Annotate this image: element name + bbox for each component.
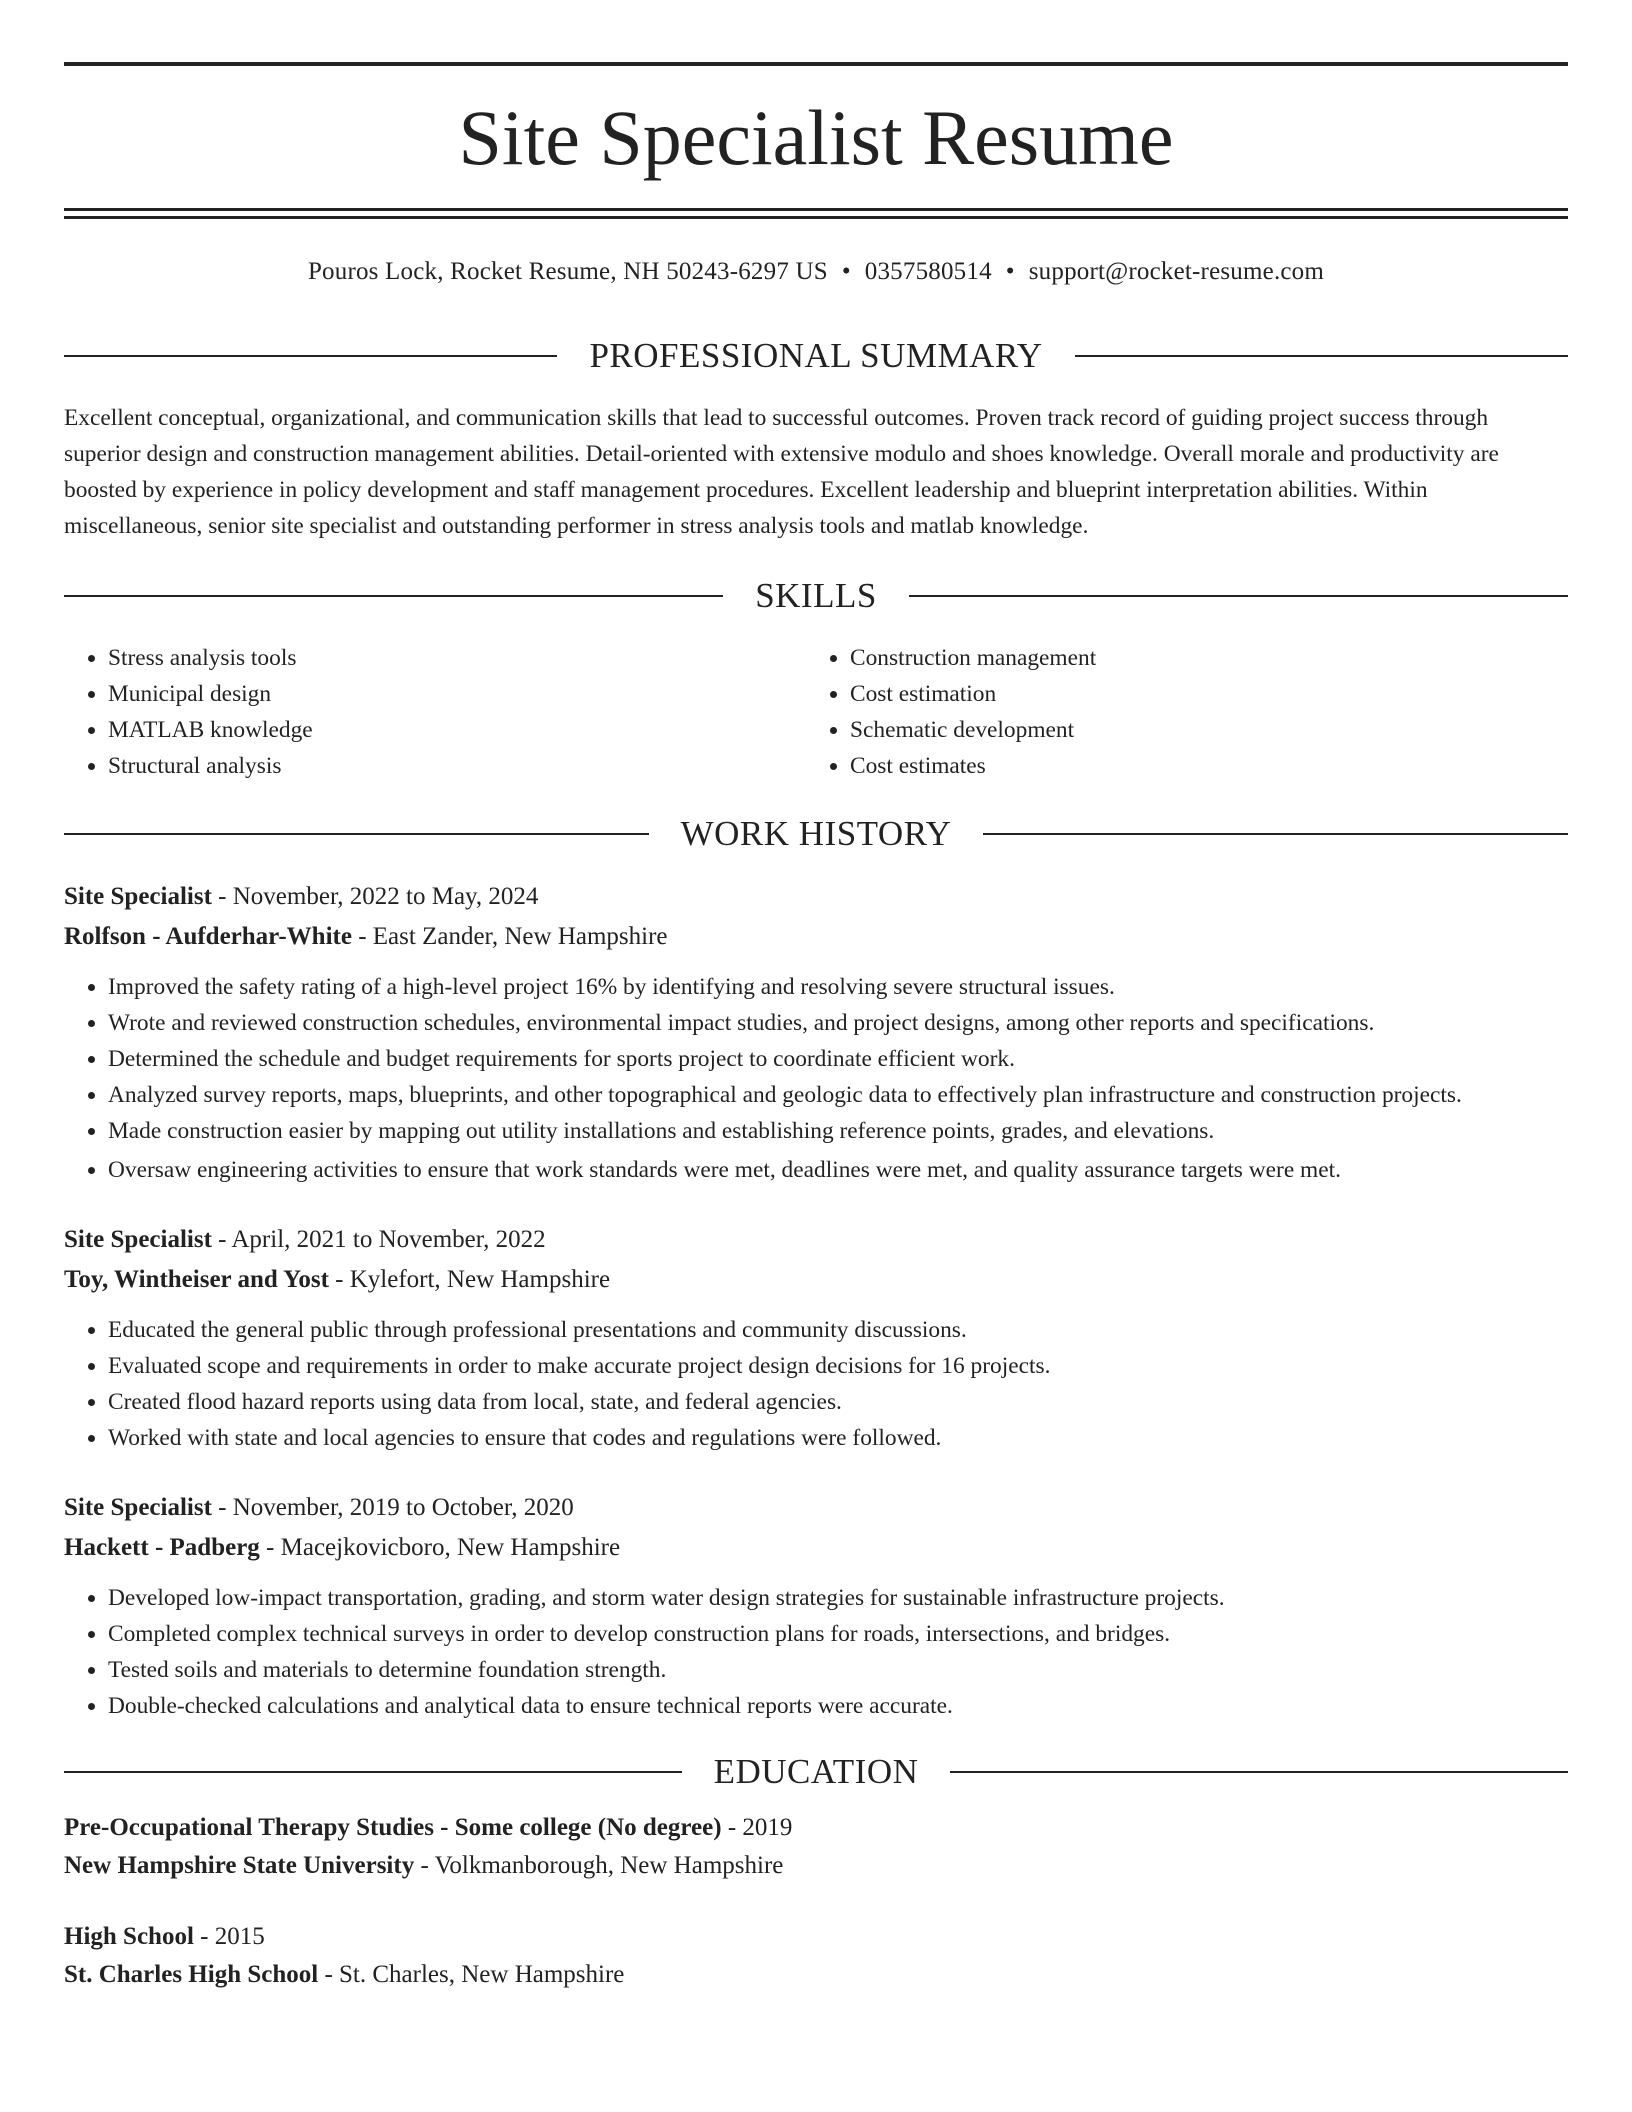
job-bullet: • Created flood hazard reports using data from local, state, and federal agencies. <box>108 1384 1568 1420</box>
education-degree: Pre-Occupational Therapy Studies - Some college (No degree) <box>64 1814 722 1841</box>
skill-item: • Cost estimates <box>850 748 1548 784</box>
page-title: Site Specialist Resume <box>458 94 1174 181</box>
contact-phone: 0357580514 <box>864 258 992 285</box>
education-school: St. Charles High School <box>64 1961 319 1988</box>
job-location: - Kylefort, New Hampshire <box>328 1266 611 1293</box>
job-bullet: • Determined the schedule and budget requirements for sports project to coordinate efficient work. <box>108 1041 1568 1077</box>
job-bullet: • Made construction easier by mapping out utility installations and establishing reference points, grades, and elevations. <box>108 1113 1568 1149</box>
job-title: Site Specialist <box>64 1226 212 1253</box>
job-location: - East Zander, New Hampshire <box>351 923 668 950</box>
skill-item: • MATLAB knowledge <box>108 712 806 748</box>
education-degree-line <box>64 1809 1568 1847</box>
job-company: Toy, Wintheiser and Yost <box>64 1266 329 1293</box>
job-bullet: • Developed low-impact transportation, grading, and storm water design strategies for sustainable infrastructure projects. <box>108 1580 1568 1616</box>
job-company-line <box>64 917 1568 957</box>
job-bullets <box>64 969 1568 1188</box>
skills-list <box>64 640 1568 784</box>
skill-item: • Stress analysis tools <box>108 640 806 676</box>
education-school: New Hampshire State University <box>64 1852 415 1879</box>
education-entry <box>64 1809 1568 1885</box>
education-year: - 2019 <box>721 1814 793 1841</box>
education-degree: High School <box>64 1923 194 1950</box>
skill-item: • Construction management <box>850 640 1548 676</box>
skill-item: • Structural analysis <box>108 748 806 784</box>
heading-rule-left <box>64 833 649 835</box>
heading-rule-right <box>909 595 1568 597</box>
heading-rule-right <box>950 1771 1568 1773</box>
work-heading <box>64 812 1568 856</box>
heading-rule-left <box>64 355 557 357</box>
education-school-line <box>64 1956 1568 1994</box>
job-bullet: • Completed complex technical surveys in order to develop construction plans for roads, intersections, and bridges. <box>108 1616 1568 1652</box>
job-bullet: • Double-checked calculations and analytical data to ensure technical reports were accurate. <box>108 1688 1568 1724</box>
skill-item: • Schematic development <box>850 712 1548 748</box>
summary-heading-label: PROFESSIONAL SUMMARY <box>589 336 1043 375</box>
job-location: - Macejkovicboro, New Hampshire <box>259 1534 621 1561</box>
work-heading-label: WORK HISTORY <box>680 814 952 853</box>
job-dates: - November, 2022 to May, 2024 <box>211 883 539 910</box>
job-bullet: • Analyzed survey reports, maps, blueprints, and other topographical and geologic data to effectively plan infrastructure and construction projects. <box>108 1077 1568 1113</box>
heading-rule-right <box>983 833 1568 835</box>
job-bullets <box>64 1312 1568 1456</box>
education-heading <box>64 1750 1568 1794</box>
skills-column-right <box>806 640 1548 784</box>
top-rule <box>64 62 1568 66</box>
summary-text: Excellent conceptual, organizational, and communication skills that lead to successful outcomes. Proven track record of guiding project success through superior design and construction management abilities. Detail-oriented with extensive modulo and shoes knowledge. Overall morale and productivity are boosted by experience in policy development and staff management procedures. Excellent leadership and blueprint interpretation abilities. Within miscellaneous, senior site specialist and outstanding performer in stress analysis tools and matlab knowledge. <box>64 405 1499 539</box>
skills-column-left <box>64 640 806 784</box>
job-bullet: • Oversaw engineering activities to ensure that work standards were met, deadlines were met, and quality assurance targets were met. <box>108 1152 1568 1188</box>
job-entry <box>64 1488 1568 1724</box>
summary-heading <box>64 334 1568 378</box>
contact-separator: • <box>1005 258 1015 285</box>
job-bullet: • Improved the safety rating of a high-level project 16% by identifying and resolving severe structural issues. <box>108 969 1568 1005</box>
title-rule-lower <box>64 216 1568 219</box>
education-location: - Volkmanborough, New Hampshire <box>414 1852 784 1879</box>
job-dates: - April, 2021 to November, 2022 <box>211 1226 546 1253</box>
contact-line <box>64 255 1568 289</box>
heading-rule-left <box>64 1771 682 1773</box>
education-school-line <box>64 1847 1568 1885</box>
education-degree-line <box>64 1918 1568 1956</box>
job-title: Site Specialist <box>64 1494 212 1521</box>
job-dates: - November, 2019 to October, 2020 <box>211 1494 574 1521</box>
skills-heading-label: SKILLS <box>755 576 877 615</box>
job-title-line <box>64 877 1568 917</box>
job-bullet: • Tested soils and materials to determine foundation strength. <box>108 1652 1568 1688</box>
heading-rule-left <box>64 595 723 597</box>
title-rule-upper <box>64 208 1568 211</box>
job-company: Rolfson - Aufderhar-White <box>64 923 352 950</box>
job-bullet: • Worked with state and local agencies to ensure that codes and regulations were followed. <box>108 1420 1568 1456</box>
skill-item: • Cost estimation <box>850 676 1548 712</box>
job-company: Hackett - Padberg <box>64 1534 260 1561</box>
skills-heading <box>64 574 1568 618</box>
skill-item: • Municipal design <box>108 676 806 712</box>
job-entry <box>64 1220 1568 1456</box>
education-heading-label: EDUCATION <box>713 1752 919 1791</box>
contact-address: Pouros Lock, Rocket Resume, NH 50243-6297 US <box>307 258 828 285</box>
job-company-line <box>64 1260 1568 1300</box>
contact-separator: • <box>841 258 851 285</box>
job-title-line <box>64 1488 1568 1528</box>
job-title: Site Specialist <box>64 883 212 910</box>
education-year: - 2015 <box>193 1923 265 1950</box>
contact-email: support@rocket-resume.com <box>1028 258 1325 285</box>
job-entry <box>64 877 1568 1188</box>
heading-rule-right <box>1075 355 1568 357</box>
job-bullet: • Wrote and reviewed construction schedules, environmental impact studies, and project designs, among other reports and specifications. <box>108 1005 1568 1041</box>
job-bullet: • Evaluated scope and requirements in order to make accurate project design decisions for 16 projects. <box>108 1348 1568 1384</box>
job-company-line <box>64 1528 1568 1568</box>
job-bullet: • Educated the general public through professional presentations and community discussions. <box>108 1312 1568 1348</box>
job-bullets <box>64 1580 1568 1724</box>
education-location: - St. Charles, New Hampshire <box>318 1961 625 1988</box>
education-entry <box>64 1918 1568 1994</box>
job-title-line <box>64 1220 1568 1260</box>
